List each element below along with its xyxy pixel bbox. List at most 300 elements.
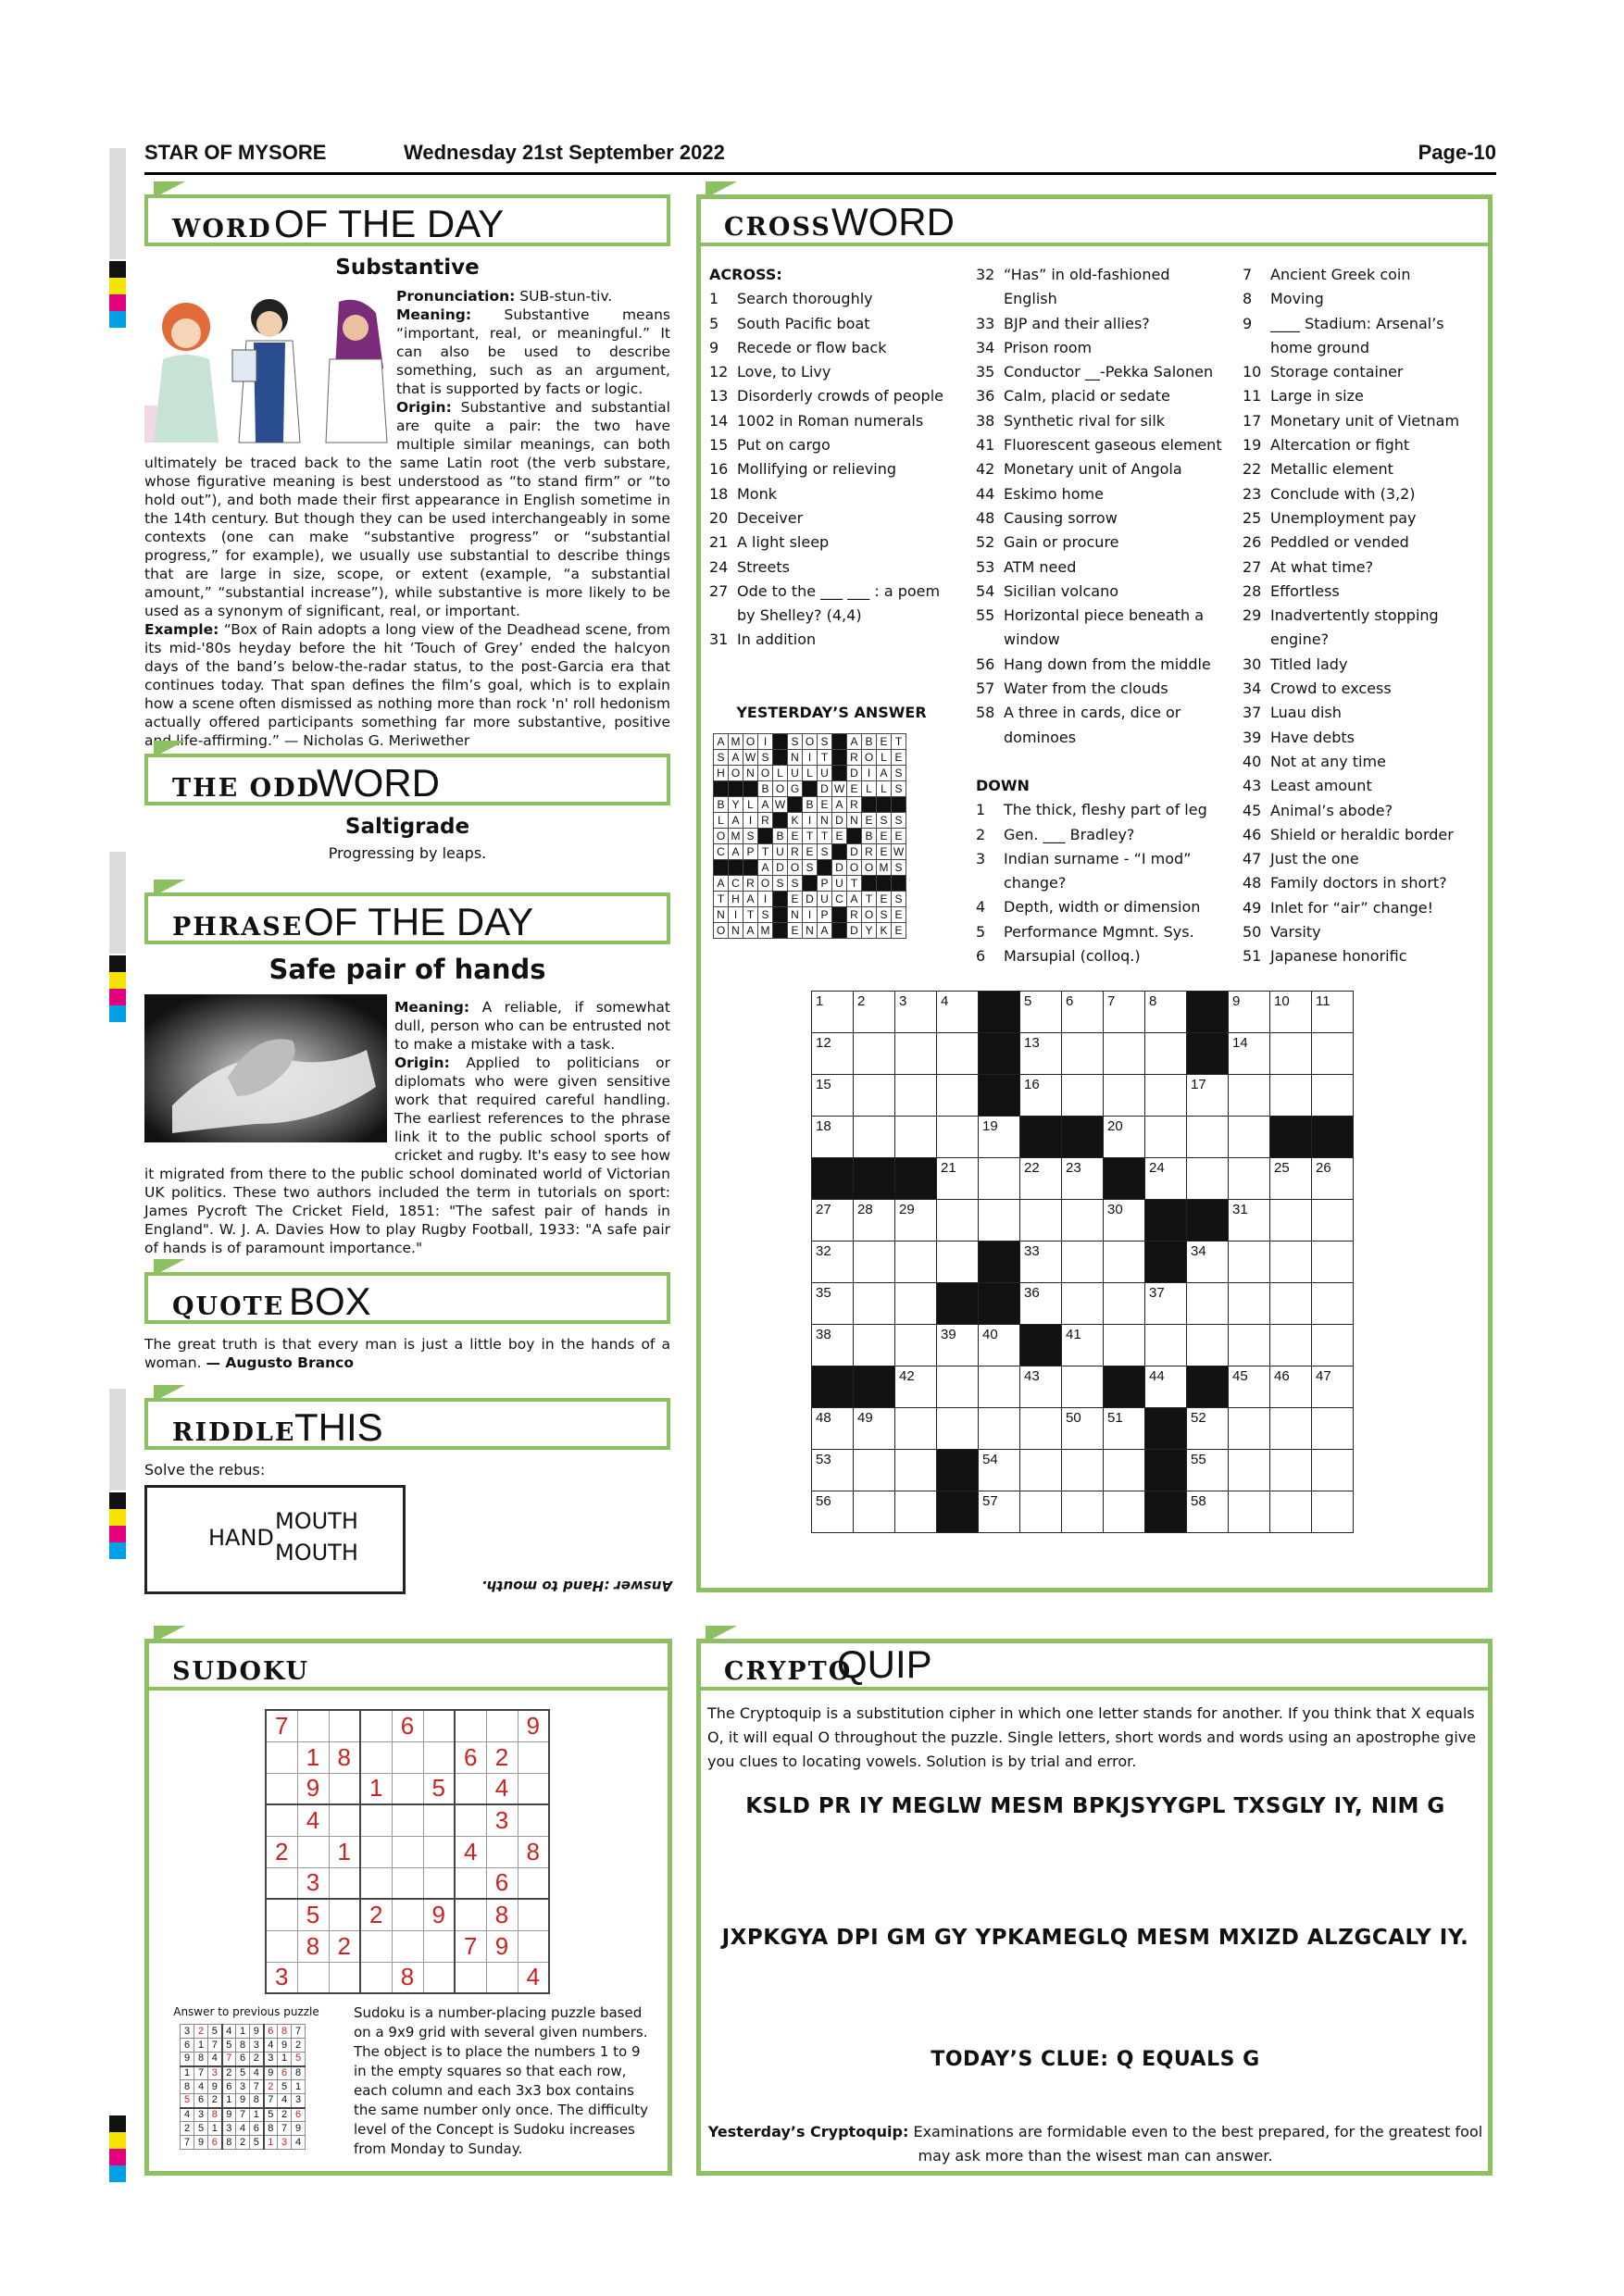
crossword-cell[interactable] [937,1200,979,1242]
crossword-cell[interactable] [979,1408,1020,1450]
clue-item [976,384,1226,408]
crossword-cell[interactable] [1104,992,1145,1033]
clue-text: “Has” in old-fashioned English [1004,266,1170,308]
crossword-cell[interactable] [1312,1158,1354,1200]
answer-cell: T [862,892,877,907]
crossword-cell[interactable] [812,1450,854,1491]
crossword-cell[interactable] [1062,992,1104,1033]
answer-cell: K [877,923,892,939]
crossword-cell[interactable] [1062,1450,1104,1491]
sudoku-cell[interactable] [329,1773,360,1804]
crossword-cell[interactable] [1187,1491,1229,1533]
clue-text: Animal’s abode? [1270,801,1393,819]
answer-cell: M [729,829,743,844]
answer-cell: 3 [208,2066,222,2080]
sudoku-cell: 2 [360,1899,392,1930]
sudoku-cell[interactable] [423,1867,455,1899]
crossword-cell[interactable] [854,1408,895,1450]
crossword-cell[interactable] [854,1450,895,1491]
sudoku-cell[interactable] [297,1710,329,1741]
crossword-cell[interactable] [1062,1075,1104,1117]
cell-number: 4 [941,993,949,1009]
sudoku-cell[interactable] [392,1867,423,1899]
section-title-small: CRYPTO [724,1657,853,1686]
sudoku-cell[interactable] [455,1773,486,1804]
crossword-cell[interactable] [854,1491,895,1533]
crossword-cell[interactable] [854,1033,895,1075]
answer-cell: E [832,829,847,844]
sudoku-cell[interactable] [360,1867,392,1899]
sudoku-cell[interactable] [455,1867,486,1899]
sudoku-cell[interactable] [266,1741,297,1773]
crossword-cell[interactable] [1270,1158,1312,1200]
crossword-cell[interactable] [1062,1325,1104,1366]
clue-item [709,506,952,530]
crossword-cell[interactable] [1020,1158,1062,1200]
crossword-cell[interactable] [1145,1325,1187,1366]
crossword-cell[interactable] [1104,1491,1145,1533]
clue-item [976,604,1226,653]
cell-number: 9 [1232,993,1241,1009]
answer-cell: 2 [222,2066,236,2080]
black-cell [714,860,729,876]
crossword-cell[interactable] [1062,1242,1104,1283]
crossword-cell[interactable] [854,1200,895,1242]
crossword-cell[interactable] [1145,1117,1187,1158]
page-header [144,137,1496,175]
sudoku-cell[interactable] [329,1710,360,1741]
crossword-cell[interactable] [1229,1366,1270,1408]
crossword-cell[interactable] [1229,1450,1270,1491]
answer-cell: N [847,813,862,829]
crossword-cell[interactable] [1020,992,1062,1033]
answer-cell: 4 [292,2136,306,2150]
black-cell [803,781,818,797]
crossword-cell[interactable] [1062,1366,1104,1408]
answer-cell: A [729,813,743,829]
crossword-cell[interactable] [895,1117,937,1158]
crossword-cell[interactable] [1312,1033,1354,1075]
crossword-cell[interactable] [1145,1158,1187,1200]
odd-word-meaning: Progressing by leaps. [328,844,487,862]
sudoku-cell[interactable] [266,1930,297,1962]
across-clues-2 [976,263,1226,968]
sudoku-cell[interactable] [297,1962,329,1993]
crossword-cell[interactable] [854,1117,895,1158]
clue-item [976,506,1226,530]
sudoku-cell[interactable] [392,1899,423,1930]
sudoku-cell[interactable] [329,1867,360,1899]
crossword-cell[interactable] [1229,1491,1270,1533]
sudoku-description: Sudoku is a number-placing puzzle based on a 9x9 grid with several given numbers. The object is to place the numbers 1 to 9 in the empty squares so that each row, each column and each 3x3 box contains the same number only once. The difficulty level of the Concept is Sudoku increases from Monday to Sunday. [354,2004,649,2157]
crossword-cell[interactable] [1229,1200,1270,1242]
clue-number: 2 [976,825,986,843]
clue-number: 29 [1243,606,1262,625]
crossword-cell[interactable] [1187,1408,1229,1450]
answer-cell: 6 [264,2025,278,2039]
answer-cell: O [773,781,788,797]
crossword-cell[interactable] [1229,1325,1270,1366]
cell-number: 30 [1107,1202,1123,1217]
crossword-cell[interactable] [979,1158,1020,1200]
answer-cell: Y [862,923,877,939]
crossword-cell[interactable] [895,1242,937,1283]
crossword-cell[interactable] [1104,1325,1145,1366]
clue-item [1243,530,1485,555]
crossword-cell[interactable] [1229,1242,1270,1283]
answer-cell: R [758,813,773,829]
sudoku-cell[interactable] [392,1930,423,1962]
crossword-cell[interactable] [1270,1325,1312,1366]
crossword-cell[interactable] [1104,1283,1145,1325]
sudoku-cell[interactable] [423,1930,455,1962]
answer-cell: U [832,876,847,892]
sudoku-cell[interactable] [360,1804,392,1836]
crossword-cell[interactable] [1145,1033,1187,1075]
sudoku-cell[interactable] [392,1773,423,1804]
black-cell [1270,1117,1312,1158]
crossword-cell[interactable] [1270,1408,1312,1450]
crossword-cell[interactable] [895,1200,937,1242]
crossword-cell[interactable] [1229,1075,1270,1117]
crossword-cell[interactable] [937,1075,979,1117]
clue-item [976,457,1226,481]
crossword-cell[interactable] [1312,992,1354,1033]
sudoku-cell[interactable] [297,1836,329,1867]
clue-item [1243,799,1485,823]
clue-number: 7 [1243,266,1253,283]
crossword-cell[interactable] [979,1200,1020,1242]
sudoku-cell[interactable] [486,1962,518,1993]
crossword-cell[interactable] [895,1075,937,1117]
cell-number: 2 [857,993,866,1009]
crossword-cell[interactable] [979,1491,1020,1533]
clue-item [1243,847,1485,871]
section-title-big: OF THE DAY [304,900,534,943]
crossword-cell[interactable] [1020,1366,1062,1408]
clue-number: 55 [976,606,995,625]
crossword-cell[interactable] [1020,1283,1062,1325]
crossword-cell[interactable] [812,1200,854,1242]
crossword-cell[interactable] [1312,1491,1354,1533]
answer-cell: 1 [194,2039,208,2053]
crossword-cell[interactable] [937,1033,979,1075]
crossword-cell[interactable] [1020,1075,1062,1117]
clue-number: 15 [709,436,729,455]
crossword-cell[interactable] [1187,1117,1229,1158]
crossword-cell[interactable] [812,1283,854,1325]
crossword-cell[interactable] [812,1408,854,1450]
black-cell [729,860,743,876]
quote: The great truth is that every man is just a little boy in the hands of a woman. [144,1336,670,1371]
black-cell [812,1158,854,1200]
sudoku-cell[interactable] [266,1804,297,1836]
clue-text: Love, to Livy [737,363,831,381]
clue-number: 42 [976,460,995,479]
sudoku-cell[interactable] [360,1962,392,1993]
quote-box-header [144,1272,670,1324]
crossword-cell[interactable] [812,1242,854,1283]
crossword-cell[interactable] [1312,1283,1354,1325]
sudoku-cell[interactable] [392,1804,423,1836]
crossword-cell[interactable] [1312,1366,1354,1408]
answer-cell: 5 [278,2080,292,2094]
answer-cell: E [818,797,832,813]
crossword-cell[interactable] [1062,1408,1104,1450]
clue-item [976,798,1226,822]
crossword-cell[interactable] [1020,1450,1062,1491]
cell-number: 16 [1024,1077,1040,1092]
sudoku-cell[interactable] [329,1962,360,1993]
crossword-cell[interactable] [1229,992,1270,1033]
crossword-cell[interactable] [1104,1117,1145,1158]
riddle-header [144,1398,670,1450]
todays-clue: TODAY’S CLUE: Q EQUALS G [931,2048,1260,2071]
crossword-cell[interactable] [1187,1075,1229,1117]
crossword-cell[interactable] [1270,1242,1312,1283]
answer-cell: I [743,813,758,829]
crossword-cell[interactable] [854,1283,895,1325]
crossword-cell[interactable] [1229,1033,1270,1075]
sudoku-cell[interactable] [266,1867,297,1899]
crossword-cell[interactable] [1145,1366,1187,1408]
sudoku-cell[interactable] [455,1962,486,1993]
clue-number: 49 [1243,898,1262,917]
sudoku-cell[interactable] [423,1741,455,1773]
clue-number: 34 [976,338,995,356]
clue-item [1243,726,1485,750]
crossword-cell[interactable] [812,1033,854,1075]
crossword-cell[interactable] [854,992,895,1033]
crossword-cell[interactable] [1229,1158,1270,1200]
cell-number: 3 [899,993,907,1009]
crossword-cell[interactable] [1312,1200,1354,1242]
crossword-cell[interactable] [1020,1033,1062,1075]
crossword-cell[interactable] [1187,1242,1229,1283]
quote-author: — Augusto Branco [206,1354,354,1371]
crossword-cell[interactable] [854,1325,895,1366]
crossword-cell[interactable] [1187,1158,1229,1200]
crossword-cell[interactable] [1104,1408,1145,1450]
sudoku-cell[interactable] [392,1836,423,1867]
sudoku-cell[interactable] [518,1930,549,1962]
crossword-cell[interactable] [1062,1491,1104,1533]
crossword-cell[interactable] [1187,1450,1229,1491]
crossword-cell[interactable] [1312,1408,1354,1450]
crossword-cell[interactable] [895,1325,937,1366]
crossword-cell[interactable] [854,1242,895,1283]
phrase-meaning: A reliable, if somewhat dull, person who can be entrusted not to make a mistake with a task. [394,999,670,1053]
crossword-cell[interactable] [1020,1200,1062,1242]
answer-cell: 3 [292,2094,306,2108]
clue-text: Varsity [1270,923,1321,942]
clue-item [709,312,952,336]
clue-item [1243,750,1485,774]
crossword-cell[interactable] [895,1450,937,1491]
crossword-cell[interactable] [979,1450,1020,1491]
answer-cell: L [803,766,818,781]
crossword-cell[interactable] [937,1366,979,1408]
crossword-cell[interactable] [1104,1075,1145,1117]
crossword-cell[interactable] [812,1117,854,1158]
crossword-cell[interactable] [1020,1408,1062,1450]
answer-cell: 4 [194,2080,208,2094]
crossword-cell[interactable] [1270,1283,1312,1325]
clue-number: 3 [976,849,986,867]
sudoku-cell[interactable] [486,1710,518,1741]
crossword-cell[interactable] [895,1491,937,1533]
crossword-cell[interactable] [895,1283,937,1325]
clue-number: 39 [1243,728,1262,746]
clue-text: Japanese honorific [1270,947,1407,966]
odd-word-title: Saltigrade [344,815,470,839]
sudoku-cell[interactable] [392,1741,423,1773]
phrase-text [144,998,670,1257]
sudoku-cell[interactable] [360,1741,392,1773]
answer-cell: E [862,813,877,829]
sudoku-grid[interactable] [265,1709,550,1994]
crossword-cell[interactable] [1187,1283,1229,1325]
crossword-cell[interactable] [1229,1283,1270,1325]
crossword-cell[interactable] [1020,1242,1062,1283]
crossword-cell[interactable] [1145,1075,1187,1117]
crossword-cell[interactable] [1312,1075,1354,1117]
clue-text: Mollifying or relieving [737,460,897,479]
pronunciation-label: Pronunciation: [396,288,516,305]
sudoku-cell[interactable] [423,1962,455,1993]
crossword-cell[interactable] [937,1242,979,1283]
black-cell [773,750,788,766]
clue-number: 13 [709,387,729,406]
crossword-grid[interactable] [811,991,1354,1533]
crossword-cell[interactable] [1104,1200,1145,1242]
sudoku-cell[interactable] [266,1899,297,1930]
sudoku-cell[interactable] [518,1804,549,1836]
sudoku-cell[interactable] [329,1899,360,1930]
crossword-cell[interactable] [1145,1283,1187,1325]
crossword-cell[interactable] [1270,1450,1312,1491]
clue-item [976,360,1226,384]
sudoku-cell[interactable] [486,1836,518,1867]
crossword-cell[interactable] [1312,1450,1354,1491]
crossword-cell[interactable] [1187,1325,1229,1366]
cell-number: 27 [816,1202,831,1217]
sudoku-cell[interactable] [360,1836,392,1867]
crossword-cell[interactable] [895,992,937,1033]
sudoku-cell[interactable] [455,1804,486,1836]
crossword-cell[interactable] [1229,1408,1270,1450]
sudoku-cell[interactable] [360,1710,392,1741]
margin-band [109,852,126,954]
answer-cell: D [847,923,862,939]
answer-cell: U [818,892,832,907]
cell-number: 38 [816,1327,831,1342]
answer-cell: 6 [181,2039,194,2053]
sudoku-cell[interactable] [518,1773,549,1804]
crossword-cell[interactable] [1062,1200,1104,1242]
answer-cell: 8 [222,2136,236,2150]
crossword-cell[interactable] [1104,1450,1145,1491]
crossword-cell[interactable] [1270,992,1312,1033]
sudoku-cell[interactable] [423,1710,455,1741]
clue-number: 1 [709,290,719,308]
sudoku-cell[interactable] [266,1773,297,1804]
crossword-cell[interactable] [1104,1242,1145,1283]
answer-cell: E [892,923,906,939]
crossword-cell[interactable] [1145,992,1187,1033]
crossword-cell[interactable] [937,1408,979,1450]
crossword-cell[interactable] [979,1117,1020,1158]
sudoku-cell[interactable] [360,1930,392,1962]
crossword-cell[interactable] [812,1325,854,1366]
sudoku-cell[interactable] [518,1741,549,1773]
cell-number: 57 [982,1493,998,1509]
sudoku-cell[interactable] [423,1836,455,1867]
cell-number: 34 [1191,1243,1206,1259]
origin-label: Origin: [394,1054,450,1071]
sudoku-cell[interactable] [518,1899,549,1930]
crossword-cell[interactable] [1312,1242,1354,1283]
crossword-cell[interactable] [1062,1283,1104,1325]
section-title-small: WORD [172,215,272,243]
crossword-cell[interactable] [812,1075,854,1117]
crossword-cell[interactable] [1270,1033,1312,1075]
sudoku-cell[interactable] [455,1899,486,1930]
meaning: Substantive means “important, real, or meaningful.” It can also be used to describe something, such as an argument, that is supported by facts or logic. [396,306,670,397]
sudoku-cell[interactable] [455,1710,486,1741]
answer-cell: 1 [278,2053,292,2066]
crossword-cell[interactable] [1270,1200,1312,1242]
crossword-cell[interactable] [937,1117,979,1158]
answer-cell: B [714,797,729,813]
sudoku-cell[interactable] [518,1867,549,1899]
crossword-cell[interactable] [812,1491,854,1533]
crossword-cell[interactable] [1312,1325,1354,1366]
crossword-cell[interactable] [1229,1117,1270,1158]
cipher-line-1: KSLD PR IY MEGLW MESM BPKJSYYGPL TXSGLY IY, NIM G [745,1794,1445,1818]
crossword-cell[interactable] [1104,1033,1145,1075]
sudoku-cell[interactable] [329,1804,360,1836]
crossword-cell[interactable] [1270,1366,1312,1408]
clue-text: Gain or procure [1004,533,1119,552]
crossword-cell[interactable] [937,992,979,1033]
sudoku-cell[interactable] [423,1804,455,1836]
crossword-cell[interactable] [812,992,854,1033]
answer-cell: A [743,923,758,939]
sudoku-cell: 6 [486,1867,518,1899]
cell-number: 20 [1107,1118,1123,1134]
clue-text: Performance Mgmnt. Sys. [1004,922,1194,941]
crossword-cell[interactable] [1062,1158,1104,1200]
crossword-cell[interactable] [1270,1075,1312,1117]
crossword-cell[interactable] [895,1033,937,1075]
cell-number: 19 [982,1118,998,1134]
crossword-cell[interactable] [1062,1033,1104,1075]
crossword-cell[interactable] [979,1325,1020,1366]
crossword-cell[interactable] [895,1408,937,1450]
answer-cell: O [729,766,743,781]
crossword-cell[interactable] [937,1158,979,1200]
crossword-cell[interactable] [1020,1491,1062,1533]
crossword-cell[interactable] [895,1366,937,1408]
crossword-cell[interactable] [854,1075,895,1117]
crossword-cell[interactable] [937,1325,979,1366]
crossword-cell[interactable] [1270,1491,1312,1533]
crossword-cell[interactable] [979,1366,1020,1408]
clue-text: Prison room [1004,338,1093,356]
black-cell [1145,1408,1187,1450]
cell-number: 10 [1274,993,1290,1009]
